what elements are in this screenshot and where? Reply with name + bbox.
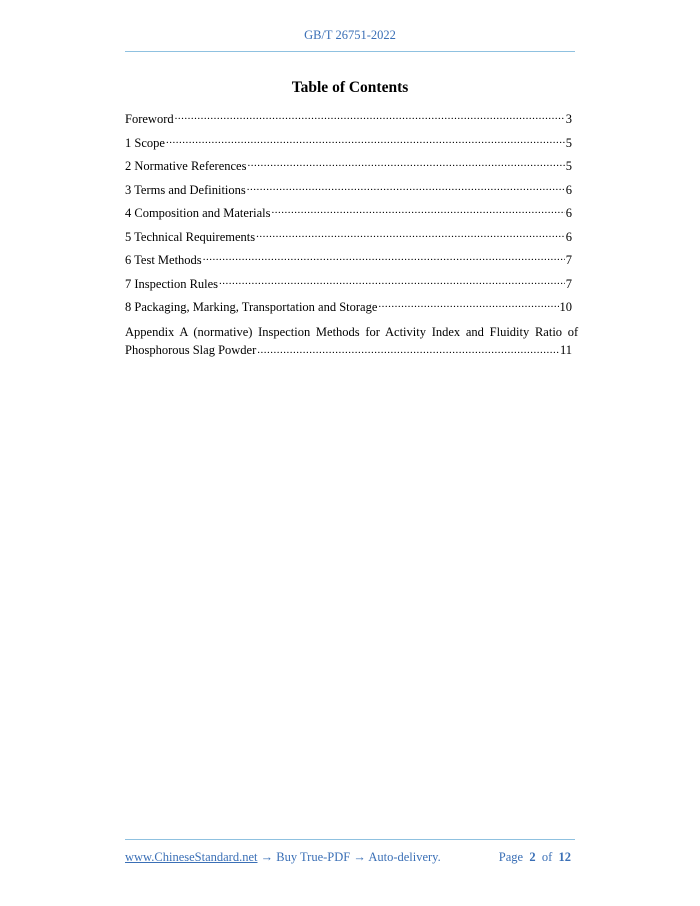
toc-leader-dots [175, 114, 565, 126]
toc-entry-foreword[interactable] [125, 108, 572, 132]
toc-entry-page: 5 [565, 159, 572, 173]
toc-entry-test-methods[interactable] [125, 249, 572, 273]
toc-entry-label: 6 Test Methods [125, 253, 202, 267]
toc-entry-normative-references[interactable] [125, 155, 572, 179]
toc-entry-page: 7 [565, 276, 572, 291]
toc-entry-page: 10 [559, 300, 572, 314]
toc-entry-page: 6 [565, 182, 572, 197]
toc-entry-label: 5 Technical Requirements [125, 229, 256, 244]
toc-entry-scope[interactable] [125, 132, 572, 156]
toc-entry-appendix-a[interactable] [125, 323, 579, 359]
toc-entry-label: Foreword [125, 112, 174, 126]
toc-entry-packaging[interactable] [125, 296, 572, 320]
of-word: of [541, 850, 553, 864]
toc-entry-label: 2 Normative References [125, 159, 247, 173]
website-link[interactable]: www.ChineseStandard.net [125, 850, 258, 864]
toc-entry-page: 7 [565, 253, 572, 267]
toc-title: Table of Contents [291, 79, 409, 96]
toc-entry-page: 3 [565, 112, 572, 126]
toc-entry-inspection-rules[interactable] [125, 273, 572, 297]
page-word: Page [498, 850, 524, 864]
toc-entry-label: 7 Inspection Rules [125, 276, 219, 291]
toc-entry-label: 8 Packaging, Marking, Transportation and Storage [125, 300, 378, 314]
toc-leader-dots [247, 184, 565, 196]
toc-entry-label: 3 Terms and Definitions [125, 182, 246, 197]
toc-leader-dots [271, 208, 564, 220]
total-page-number: 12 [558, 850, 571, 864]
toc-leader-dots [257, 344, 559, 356]
toc-entry-technical-requirements[interactable] [125, 226, 572, 250]
page-indicator [499, 850, 571, 865]
toc-entry-page: 6 [565, 229, 572, 244]
toc-leader-dots [256, 231, 565, 243]
buy-pdf-text: Buy True-PDF [276, 850, 351, 864]
toc-leader-dots [203, 255, 565, 267]
toc-entry-page: 11 [559, 342, 572, 357]
toc-list [125, 108, 579, 359]
header-divider [125, 51, 575, 52]
toc-entry-label: 1 Scope [125, 135, 165, 150]
toc-entry-terms-definitions[interactable] [125, 179, 572, 203]
toc-entry-composition-materials[interactable] [125, 202, 572, 226]
toc-leader-dots [378, 302, 558, 314]
current-page-number: 2 [529, 850, 536, 864]
toc-entry-page: 5 [565, 135, 572, 150]
toc-entry-label-line2: Phosphorous Slag Powder [125, 342, 257, 357]
toc-leader-dots [219, 278, 565, 290]
toc-leader-dots [247, 161, 564, 173]
arrow-right-icon: → [353, 850, 366, 864]
document-code-header: GB/T 26751-2022 [304, 28, 396, 42]
footer-divider [125, 839, 575, 840]
toc-leader-dots [166, 137, 565, 149]
auto-delivery-text: Auto-delivery. [368, 850, 441, 864]
footer-promo [125, 850, 441, 865]
toc-entry-label-line1: Appendix A (normative) Inspection Methods for Activity Index and Fluidity Ratio of [125, 324, 579, 339]
arrow-right-icon: → [260, 850, 274, 864]
toc-entry-label: 4 Composition and Materials [125, 206, 271, 220]
toc-entry-page: 6 [565, 206, 572, 220]
